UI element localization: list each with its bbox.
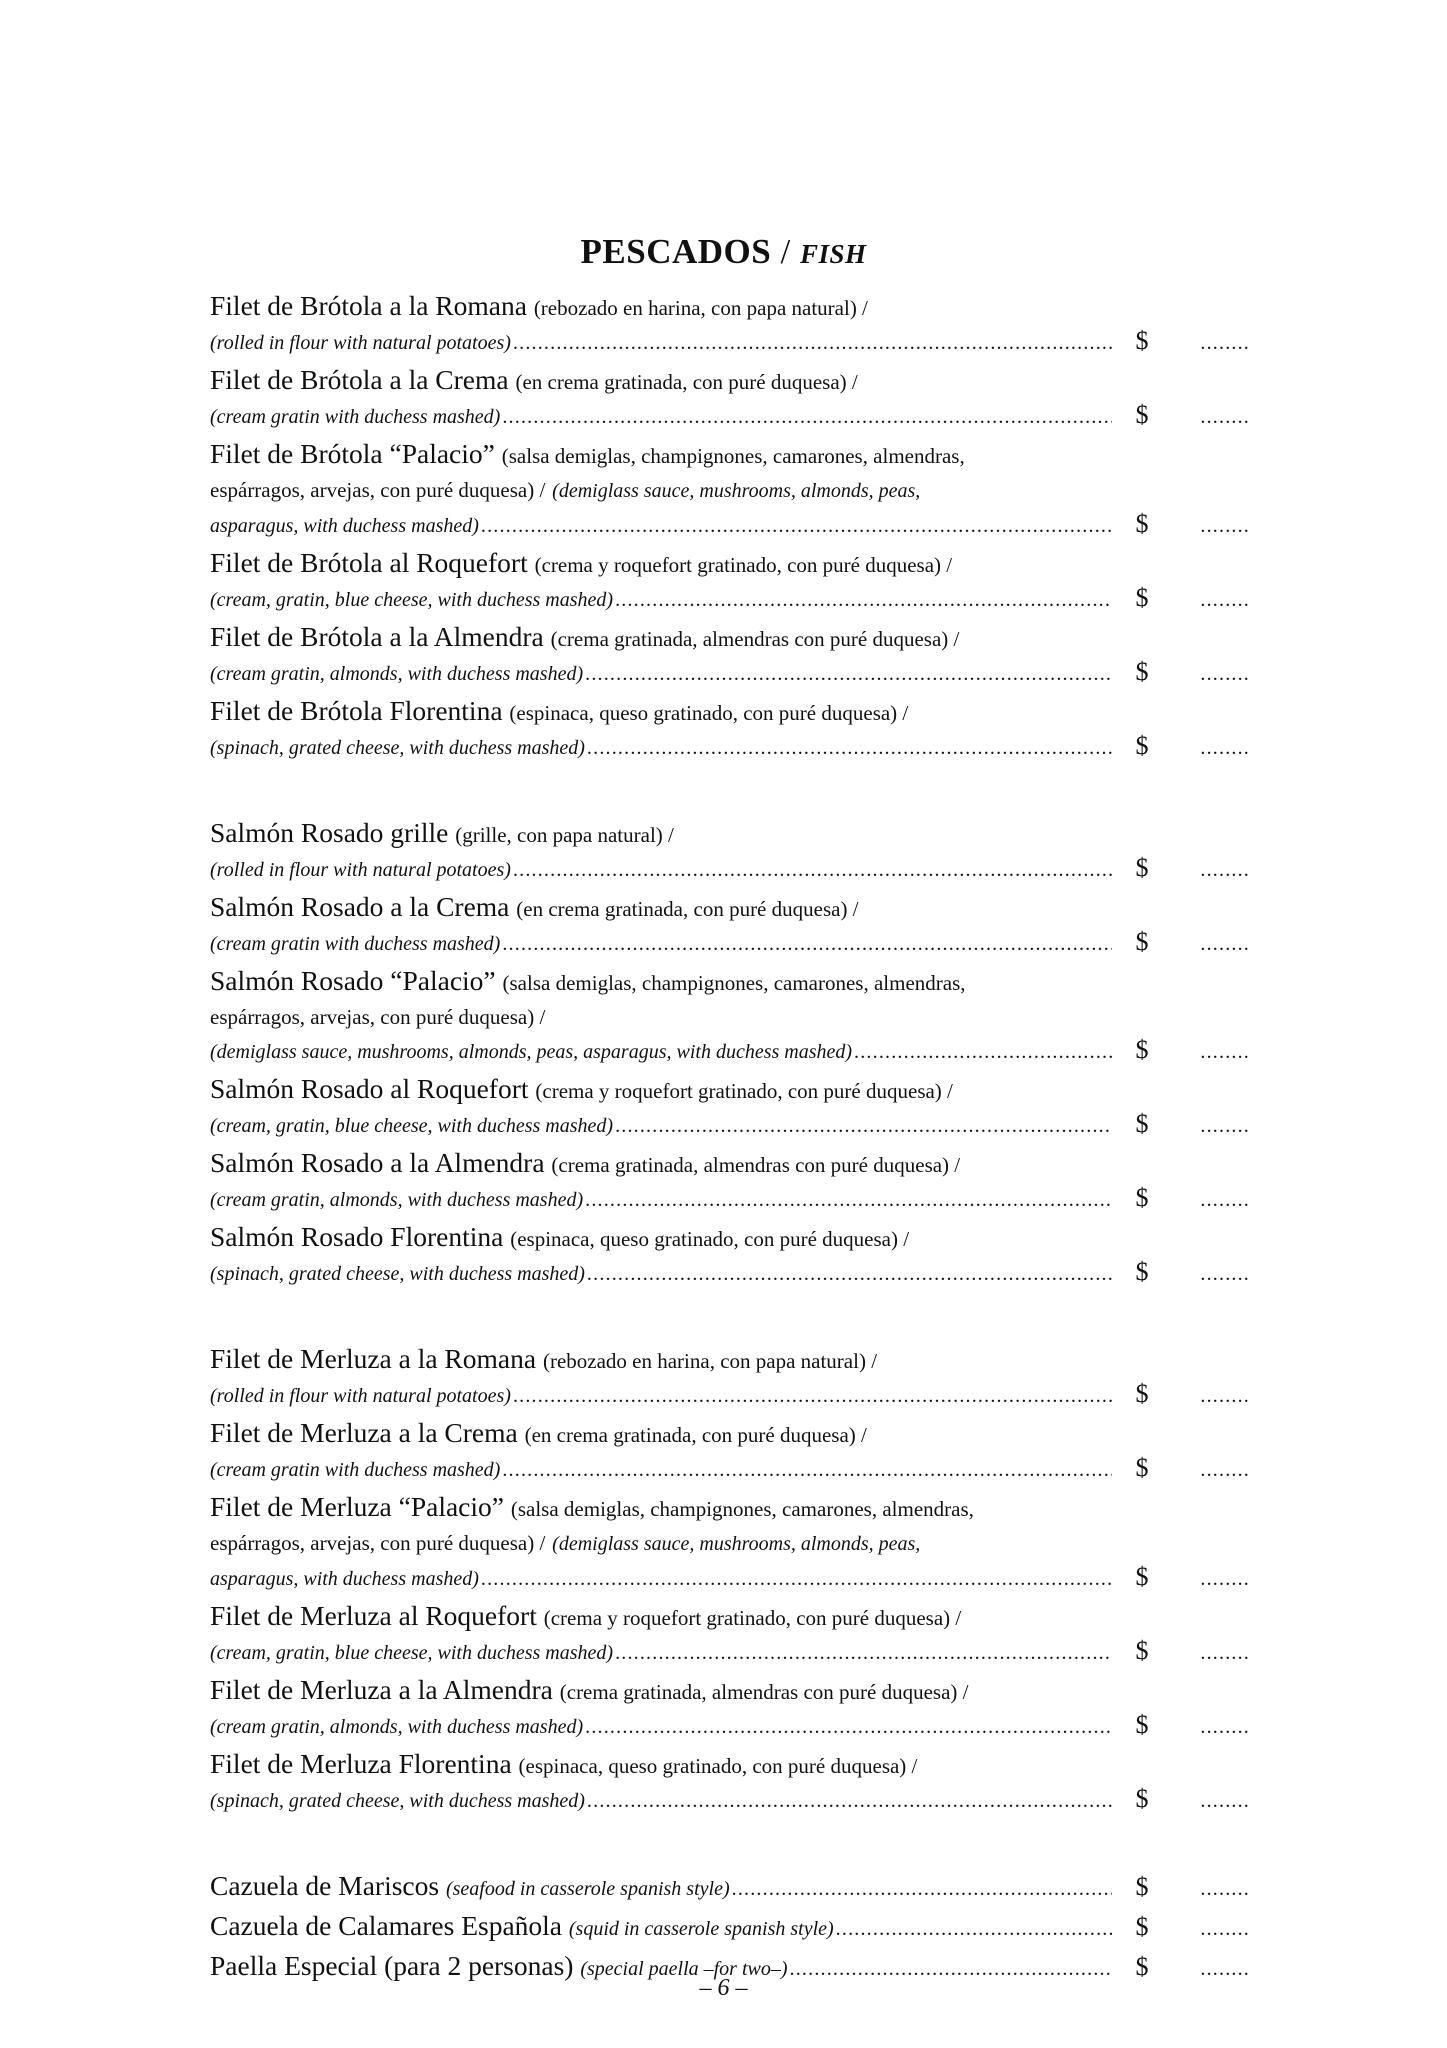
item-text — [210, 1377, 511, 1412]
item-price-line — [210, 1033, 1250, 1064]
currency-symbol: $ — [1135, 1453, 1149, 1482]
item-description-english: (rolled in flour with natural potatoes) — [210, 859, 511, 881]
currency-symbol: $ — [1135, 583, 1149, 612]
price-placeholder: ........ — [1200, 737, 1250, 759]
item-price-line — [210, 398, 1250, 429]
leader-dots — [513, 1381, 1112, 1412]
item-first-line — [210, 1600, 1250, 1634]
item-description-english: (rolled in flour with natural potatoes) — [210, 332, 511, 354]
group-spacer — [210, 1295, 1250, 1343]
section-title-english: FISH — [799, 239, 867, 269]
item-first-line — [210, 891, 1250, 925]
item-description-english: (rolled in flour with natural potatoes) — [210, 1385, 511, 1407]
item-description-cont: espárragos, arvejas, con puré duquesa) / — [210, 478, 546, 502]
item-price-line — [210, 324, 1250, 355]
item-first-line — [210, 1748, 1250, 1782]
currency-symbol: $ — [1135, 1035, 1149, 1064]
currency-symbol: $ — [1135, 1257, 1149, 1286]
price-placeholder: ........ — [1200, 1459, 1250, 1481]
item-first-line — [210, 1343, 1250, 1377]
item-price-line — [210, 581, 1250, 612]
item-name: Filet de Merluza a la Almendra — [210, 1674, 553, 1705]
item-description-english-start: (demiglass sauce, mushrooms, almonds, peas, — [552, 1533, 921, 1555]
item-description-english: (demiglass sauce, mushrooms, almonds, peas, asparagus, with duchess mashed) — [210, 1041, 853, 1063]
item-price-line — [210, 1255, 1250, 1286]
menu-item — [210, 1674, 1250, 1739]
item-description-english: (cream, gratin, blue cheese, with duchess mashed) — [210, 1115, 614, 1137]
menu-item — [210, 1491, 1250, 1591]
leader-dots — [587, 1786, 1112, 1817]
leader-dots — [585, 1712, 1112, 1743]
item-description: (salsa demiglas, champignones, camarones, almendras, — [510, 1497, 974, 1521]
menu-item — [210, 364, 1250, 429]
item-first-line — [210, 965, 1250, 999]
item-description-english: (cream gratin, almonds, with duchess mashed) — [210, 1189, 584, 1211]
item-description: (salsa demiglas, champignones, camarones, almendras, — [502, 971, 966, 995]
item-name: Filet de Merluza Florentina — [210, 1748, 512, 1779]
item-price-line — [210, 1107, 1250, 1138]
menu-item — [210, 1600, 1250, 1665]
menu-item — [210, 1147, 1250, 1212]
item-text — [210, 1634, 613, 1669]
currency-symbol: $ — [1135, 1636, 1149, 1665]
currency-symbol: $ — [1135, 1710, 1149, 1739]
item-description-english: (special paella –for two–) — [580, 1958, 788, 1980]
price-placeholder: ........ — [1200, 1716, 1250, 1738]
item-text — [210, 1255, 585, 1290]
item-description-english: asparagus, with duchess mashed) — [210, 515, 479, 537]
item-description: (espinaca, queso gratinado, con puré duquesa) / — [510, 1227, 910, 1251]
item-first-line — [210, 621, 1250, 655]
item-name: Filet de Merluza a la Crema — [210, 1417, 518, 1448]
item-text — [210, 729, 585, 764]
item-name: Cazuela de Calamares Española — [210, 1910, 562, 1941]
item-description-english: (squid in casserole spanish style) — [568, 1918, 834, 1940]
item-name: Filet de Merluza “Palacio” — [210, 1491, 504, 1522]
item-description-english: (spinach, grated cheese, with duchess mashed) — [210, 1790, 585, 1812]
item-description-english: (spinach, grated cheese, with duchess mashed) — [210, 1263, 585, 1285]
item-second-line — [210, 472, 1250, 507]
currency-symbol: $ — [1135, 326, 1149, 355]
item-text — [210, 1782, 585, 1817]
item-name: Salmón Rosado Florentina — [210, 1221, 504, 1252]
leader-dots — [585, 1185, 1112, 1216]
menu-item — [210, 891, 1250, 956]
price-placeholder: ........ — [1200, 1115, 1250, 1137]
item-description: (salsa demiglas, champignones, camarones, almendras, — [501, 444, 965, 468]
leader-dots — [615, 1638, 1112, 1669]
group-spacer — [210, 1822, 1250, 1870]
price-placeholder: ........ — [1200, 515, 1250, 537]
price-placeholder: ........ — [1200, 1568, 1250, 1590]
item-text — [210, 1708, 583, 1743]
menu-item — [210, 1748, 1250, 1813]
item-text — [210, 507, 479, 542]
leader-dots — [502, 929, 1112, 960]
menu-item — [210, 1221, 1250, 1286]
item-name: Salmón Rosado “Palacio” — [210, 965, 496, 996]
menu-item — [210, 547, 1250, 612]
leader-dots — [836, 1914, 1112, 1945]
item-description: (rebozado en harina, con papa natural) / — [533, 296, 868, 320]
item-price-line — [210, 1377, 1250, 1408]
item-price-line — [210, 1910, 1250, 1941]
price-placeholder: ........ — [1200, 933, 1250, 955]
menu-item — [210, 1870, 1250, 1901]
item-second-line — [210, 999, 1250, 1033]
item-text — [210, 324, 511, 359]
item-first-line — [210, 290, 1250, 324]
item-text — [210, 1910, 834, 1945]
item-first-line — [210, 1417, 1250, 1451]
page-number: – 6 – — [699, 1975, 748, 2001]
item-name: Filet de Brótola Florentina — [210, 695, 503, 726]
leader-dots — [732, 1874, 1112, 1905]
leader-dots — [587, 733, 1112, 764]
item-name: Filet de Brótola al Roquefort — [210, 547, 528, 578]
menu-list — [210, 290, 1250, 1990]
currency-symbol: $ — [1135, 1562, 1149, 1591]
item-description-english: (spinach, grated cheese, with duchess mashed) — [210, 737, 585, 759]
item-description: (espinaca, queso gratinado, con puré duquesa) / — [509, 701, 909, 725]
item-text — [210, 1033, 852, 1068]
menu-item — [210, 1910, 1250, 1941]
item-description: (crema gratinada, almendras con puré duquesa) / — [551, 1153, 961, 1177]
item-price-line — [210, 1708, 1250, 1739]
item-description-english: (cream, gratin, blue cheese, with duchess mashed) — [210, 589, 614, 611]
leader-dots — [513, 328, 1112, 359]
item-description: (crema y roquefort gratinado, con puré duquesa) / — [535, 1079, 953, 1103]
leader-dots — [615, 585, 1112, 616]
leader-dots — [481, 511, 1112, 542]
item-text — [210, 1870, 730, 1905]
leader-dots — [502, 402, 1112, 433]
item-description: (crema y roquefort gratinado, con puré duquesa) / — [534, 553, 953, 577]
currency-symbol: $ — [1135, 1912, 1149, 1941]
menu-item — [210, 1417, 1250, 1482]
item-first-line — [210, 1073, 1250, 1107]
item-first-line — [210, 364, 1250, 398]
item-description: (crema gratinada, almendras con puré duquesa) / — [550, 627, 960, 651]
item-description-english: (cream gratin, almonds, with duchess mashed) — [210, 663, 584, 685]
currency-symbol: $ — [1135, 1872, 1149, 1901]
item-price-line — [210, 729, 1250, 760]
price-placeholder: ........ — [1200, 1790, 1250, 1812]
item-description: (espinaca, queso gratinado, con puré duquesa) / — [518, 1754, 918, 1778]
item-description-cont: espárragos, arvejas, con puré duquesa) / — [210, 1531, 546, 1555]
menu-item — [210, 1073, 1250, 1138]
price-placeholder: ........ — [1200, 859, 1250, 881]
item-name: Salmón Rosado a la Almendra — [210, 1147, 545, 1178]
item-description-english-start: (demiglass sauce, mushrooms, almonds, peas, — [552, 480, 921, 502]
currency-symbol: $ — [1135, 657, 1149, 686]
menu-item — [210, 290, 1250, 355]
leader-dots — [481, 1564, 1112, 1595]
item-first-line — [210, 817, 1250, 851]
currency-symbol: $ — [1135, 927, 1149, 956]
item-description: (en crema gratinada, con puré duquesa) / — [524, 1423, 867, 1447]
item-text — [210, 925, 500, 960]
leader-dots — [585, 659, 1112, 690]
currency-symbol: $ — [1135, 1109, 1149, 1138]
item-first-line — [210, 547, 1250, 581]
item-first-line — [210, 1674, 1250, 1708]
currency-symbol: $ — [1135, 509, 1149, 538]
menu-item — [210, 1343, 1250, 1408]
price-placeholder: ........ — [1200, 589, 1250, 611]
currency-symbol: $ — [1135, 400, 1149, 429]
item-description-english: (cream gratin with duchess mashed) — [210, 1459, 501, 1481]
currency-symbol: $ — [1135, 1784, 1149, 1813]
item-second-line — [210, 1525, 1250, 1560]
item-price-line — [210, 1181, 1250, 1212]
item-text — [210, 1451, 500, 1486]
price-placeholder: ........ — [1200, 1041, 1250, 1063]
item-description-english: (cream gratin, almonds, with duchess mashed) — [210, 1716, 584, 1738]
item-name: Filet de Brótola a la Almendra — [210, 621, 544, 652]
price-placeholder: ........ — [1200, 406, 1250, 428]
item-description-cont: espárragos, arvejas, con puré duquesa) / — [210, 1005, 546, 1029]
item-description: (crema gratinada, almendras con puré duquesa) / — [559, 1680, 969, 1704]
item-name: Filet de Merluza al Roquefort — [210, 1600, 537, 1631]
leader-dots — [502, 1455, 1112, 1486]
menu-item — [210, 817, 1250, 882]
currency-symbol: $ — [1135, 853, 1149, 882]
item-text — [210, 398, 500, 433]
item-description-english: (seafood in casserole spanish style) — [445, 1878, 730, 1900]
item-text — [210, 1560, 479, 1595]
item-price-line — [210, 1634, 1250, 1665]
leader-dots — [587, 1259, 1112, 1290]
menu-item — [210, 695, 1250, 760]
item-description: (crema y roquefort gratinado, con puré duquesa) / — [543, 1606, 962, 1630]
currency-symbol: $ — [1135, 731, 1149, 760]
item-first-line — [210, 1147, 1250, 1181]
price-placeholder: ........ — [1200, 332, 1250, 354]
item-description-english: asparagus, with duchess mashed) — [210, 1568, 479, 1590]
price-placeholder: ........ — [1200, 1385, 1250, 1407]
currency-symbol: $ — [1135, 1379, 1149, 1408]
item-description-english: (cream gratin with duchess mashed) — [210, 933, 501, 955]
item-name: Paella Especial (para 2 personas) — [210, 1950, 574, 1981]
page-title — [0, 232, 1447, 272]
leader-dots — [513, 855, 1112, 886]
item-description: (en crema gratinada, con puré duquesa) / — [515, 370, 858, 394]
price-placeholder: ........ — [1200, 1263, 1250, 1285]
leader-dots — [854, 1037, 1112, 1068]
item-price-line — [210, 1560, 1250, 1591]
item-description: (en crema gratinada, con puré duquesa) / — [516, 897, 859, 921]
leader-dots — [615, 1111, 1112, 1142]
item-name: Salmón Rosado a la Crema — [210, 891, 510, 922]
item-name: Filet de Merluza a la Romana — [210, 1343, 537, 1374]
item-price-line — [210, 655, 1250, 686]
price-placeholder: ........ — [1200, 1642, 1250, 1664]
item-name: Salmón Rosado al Roquefort — [210, 1073, 529, 1104]
item-text — [210, 1181, 583, 1216]
menu-item — [210, 965, 1250, 1064]
item-text — [210, 655, 583, 690]
item-text — [210, 1107, 613, 1142]
price-placeholder: ........ — [1200, 1189, 1250, 1211]
item-description: (rebozado en harina, con papa natural) / — [542, 1349, 878, 1373]
item-price-line — [210, 1782, 1250, 1813]
item-name: Cazuela de Mariscos — [210, 1870, 440, 1901]
item-price-line — [210, 925, 1250, 956]
item-text — [210, 581, 613, 616]
item-description-english: (cream, gratin, blue cheese, with duchess mashed) — [210, 1642, 614, 1664]
item-text — [210, 851, 511, 886]
item-description: (grille, con papa natural) / — [455, 823, 674, 847]
price-placeholder: ........ — [1200, 1918, 1250, 1940]
menu-item — [210, 621, 1250, 686]
group-spacer — [210, 769, 1250, 817]
price-placeholder: ........ — [1200, 1878, 1250, 1900]
item-name: Filet de Brótola “Palacio” — [210, 438, 495, 469]
price-placeholder: ........ — [1200, 1958, 1250, 1980]
item-first-line — [210, 1491, 1250, 1525]
currency-symbol: $ — [1135, 1952, 1149, 1981]
item-name: Filet de Brótola a la Crema — [210, 364, 509, 395]
item-first-line — [210, 438, 1250, 472]
currency-symbol: $ — [1135, 1183, 1149, 1212]
menu-item — [210, 438, 1250, 538]
item-price-line — [210, 1870, 1250, 1901]
title-separator: / — [780, 232, 791, 271]
item-description-english: (cream gratin with duchess mashed) — [210, 406, 501, 428]
item-price-line — [210, 851, 1250, 882]
item-name: Salmón Rosado grille — [210, 817, 449, 848]
item-name: Filet de Brótola a la Romana — [210, 290, 527, 321]
price-placeholder: ........ — [1200, 663, 1250, 685]
item-price-line — [210, 507, 1250, 538]
section-title: PESCADOS — [580, 232, 772, 271]
item-price-line — [210, 1451, 1250, 1482]
item-first-line — [210, 1221, 1250, 1255]
item-first-line — [210, 695, 1250, 729]
